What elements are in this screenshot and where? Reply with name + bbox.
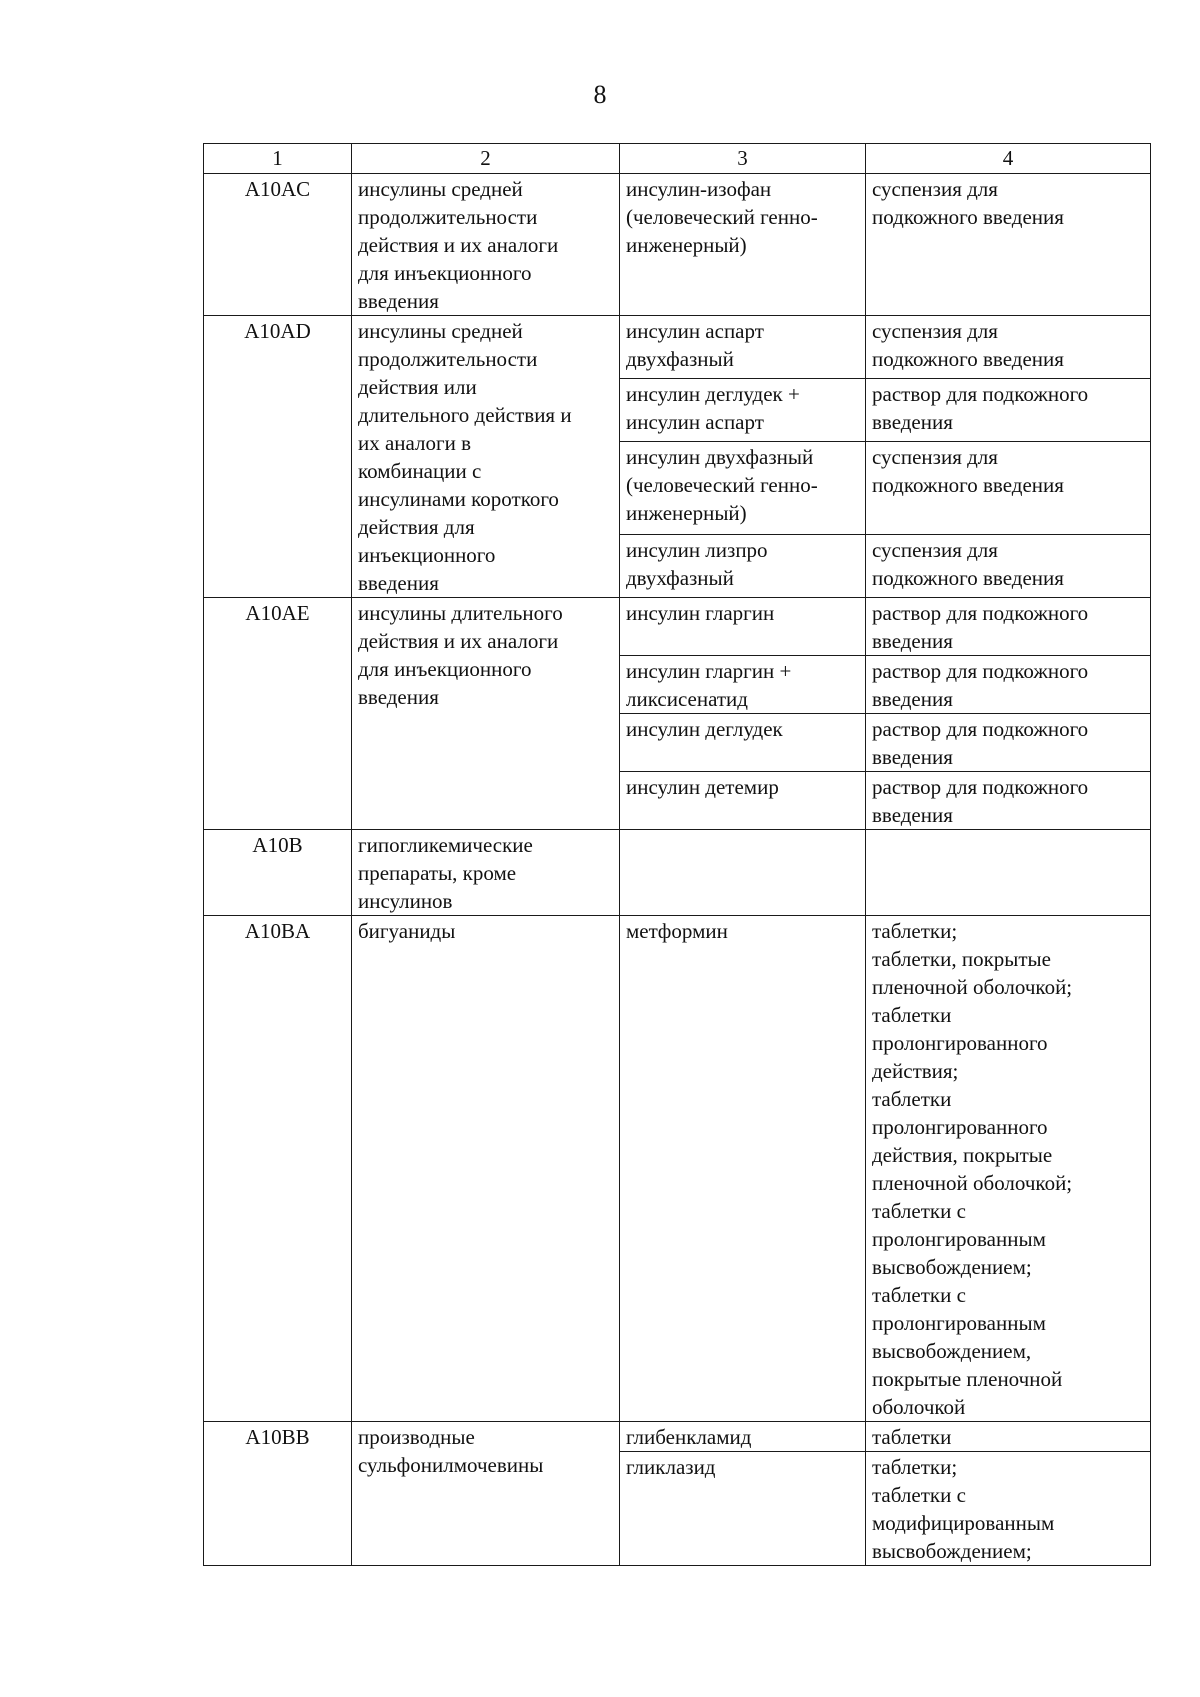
table-row xyxy=(204,598,1151,656)
atc-code-cell: A10AC xyxy=(204,174,352,316)
dosage-form-cell: суспензия для подкожного введения xyxy=(866,441,1151,534)
atc-code-cell: A10AE xyxy=(204,598,352,830)
dosage-form-cell: раствор для подкожного введения xyxy=(866,598,1151,656)
dosage-form-cell: таблетки; таблетки, покрытые пленочной оболочкой; таблетки пролонгированного действия; таблетки пролонгированного действия, покрытые пленочной оболочкой; таблетки с пролонгированным высвобождением; таблетки с пролонгированным высвобождением, покрытые пленочной оболочкой xyxy=(866,916,1151,1422)
column-header: 2 xyxy=(352,144,620,174)
anatomical-group-cell: производные сульфонилмочевины xyxy=(352,1422,620,1566)
column-header: 1 xyxy=(204,144,352,174)
anatomical-group-cell: бигуаниды xyxy=(352,916,620,1422)
anatomical-group-cell: гипогликемические препараты, кроме инсулинов xyxy=(352,830,620,916)
dosage-form-cell: раствор для подкожного введения xyxy=(866,772,1151,830)
atc-code-cell: A10BA xyxy=(204,916,352,1422)
drug-name-cell: инсулин деглудек xyxy=(620,714,866,772)
dosage-form-cell xyxy=(866,830,1151,916)
drug-name-cell: глибенкламид xyxy=(620,1422,866,1452)
dosage-form-cell: раствор для подкожного введения xyxy=(866,378,1151,441)
table-row xyxy=(204,916,1151,1422)
drug-name-cell: инсулин аспарт двухфазный xyxy=(620,316,866,379)
column-header: 4 xyxy=(866,144,1151,174)
drug-table xyxy=(203,143,1151,1566)
table-row xyxy=(204,316,1151,379)
dosage-form-cell: таблетки xyxy=(866,1422,1151,1452)
table-row xyxy=(204,830,1151,916)
anatomical-group-cell: инсулины длительного действия и их аналоги для инъекционного введения xyxy=(352,598,620,830)
page-number: 8 xyxy=(593,80,607,109)
drug-name-cell: инсулин гларгин xyxy=(620,598,866,656)
drug-name-cell: инсулин деглудек + инсулин аспарт xyxy=(620,378,866,441)
atc-code-cell: A10BB xyxy=(204,1422,352,1566)
drug-name-cell: инсулин гларгин + ликсисенатид xyxy=(620,656,866,714)
table-row xyxy=(204,174,1151,316)
drug-name-cell: инсулин детемир xyxy=(620,772,866,830)
dosage-form-cell: раствор для подкожного введения xyxy=(866,656,1151,714)
dosage-form-cell: суспензия для подкожного введения xyxy=(866,316,1151,379)
drug-name-cell: инсулин-изофан (человеческий генно- инженерный) xyxy=(620,174,866,316)
dosage-form-cell: раствор для подкожного введения xyxy=(866,714,1151,772)
dosage-form-cell: суспензия для подкожного введения xyxy=(866,535,1151,598)
table-header-row xyxy=(204,144,1151,174)
drug-table-container xyxy=(203,143,1151,1566)
drug-name-cell: метформин xyxy=(620,916,866,1422)
dosage-form-cell: таблетки; таблетки с модифицированным высвобождением; xyxy=(866,1452,1151,1566)
drug-name-cell: гликлазид xyxy=(620,1452,866,1566)
dosage-form-cell: суспензия для подкожного введения xyxy=(866,174,1151,316)
column-header: 3 xyxy=(620,144,866,174)
drug-table-body xyxy=(204,144,1151,1566)
drug-name-cell: инсулин лизпро двухфазный xyxy=(620,535,866,598)
anatomical-group-cell: инсулины средней продолжительности действия или длительного действия и их аналоги в комбинации с инсулинами короткого действия для инъекционного введения xyxy=(352,316,620,598)
drug-name-cell xyxy=(620,830,866,916)
atc-code-cell: A10B xyxy=(204,830,352,916)
atc-code-cell: A10AD xyxy=(204,316,352,598)
anatomical-group-cell: инсулины средней продолжительности действия и их аналоги для инъекционного введения xyxy=(352,174,620,316)
drug-name-cell: инсулин двухфазный (человеческий генно- инженерный) xyxy=(620,441,866,534)
table-row xyxy=(204,1422,1151,1452)
